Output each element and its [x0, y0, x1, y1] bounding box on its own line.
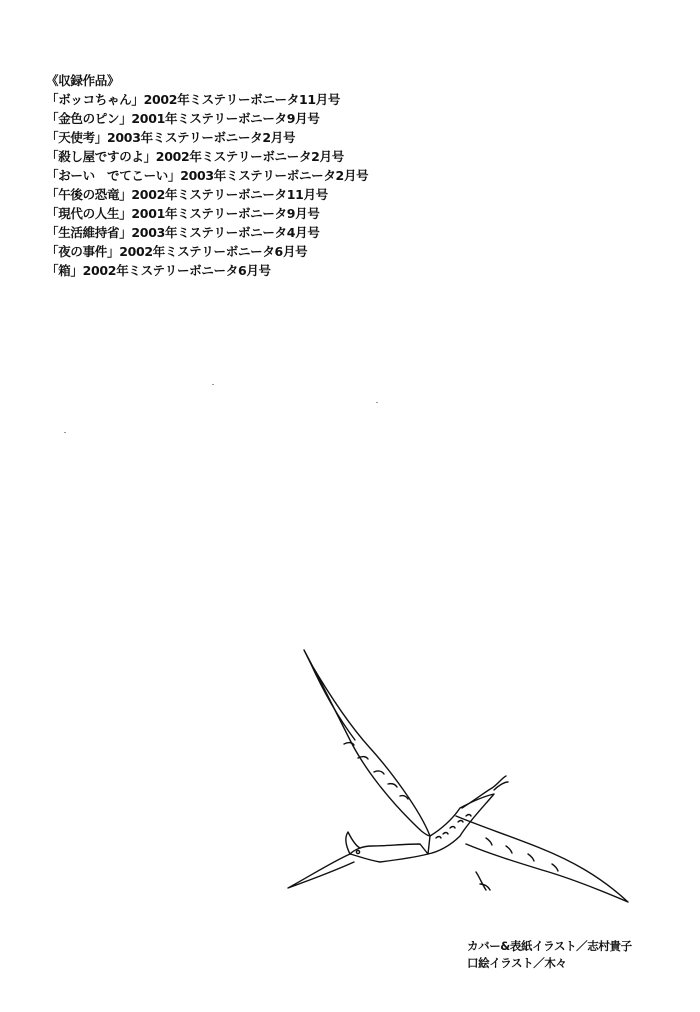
illustration-credits	[467, 938, 632, 972]
contents-item: 「生活維持省」2003年ミステリーボニータ4月号	[46, 225, 320, 240]
contents-item: 「金色のピン」2001年ミステリーボニータ9月号	[46, 111, 320, 126]
contents-list	[46, 71, 368, 280]
contents-item: 「おーい でてこーい」2003年ミステリーボニータ2月号	[46, 168, 369, 183]
contents-item: 「現代の人生」2001年ミステリーボニータ9月号	[46, 206, 320, 221]
frontispiece-illustration-credit: 口絵イラスト／木々	[467, 956, 567, 970]
contents-item: 「箱」2002年ミステリーボニータ6月号	[46, 263, 271, 278]
paper-speck	[64, 432, 66, 433]
contents-item: 「ボッコちゃん」2002年ミステリーボニータ11月号	[46, 92, 341, 107]
pterosaur-line-drawing-icon	[280, 640, 640, 920]
cover-illustration-credit: カバー&表紙イラスト／志村貴子	[467, 939, 632, 953]
contents-item: 「夜の事件」2002年ミステリーボニータ6月号	[46, 244, 308, 259]
contents-item: 「天使考」2003年ミステリーボニータ2月号	[46, 130, 296, 145]
contents-heading: 《収録作品》	[46, 73, 120, 88]
contents-item: 「午後の恐竜」2002年ミステリーボニータ11月号	[46, 187, 328, 202]
paper-speck	[212, 384, 214, 385]
paper-speck	[376, 402, 378, 403]
contents-item: 「殺し屋ですのよ」2002年ミステリーボニータ2月号	[46, 149, 344, 164]
